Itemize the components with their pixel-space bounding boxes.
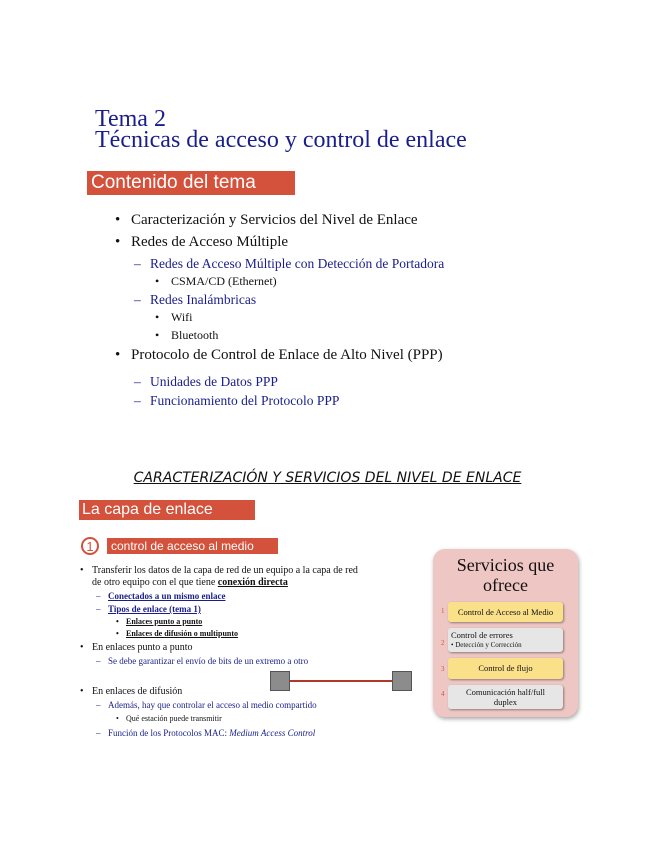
service-box-flujo: Control de flujo <box>448 658 563 679</box>
number-circle-icon: 1 <box>81 537 99 555</box>
service-number: 3 <box>441 665 445 673</box>
section-heading: CARACTERIZACIÓN Y SERVICIOS DEL NIVEL DE ENLACE <box>133 470 522 486</box>
service-number: 4 <box>441 690 445 698</box>
sub-sub-bullet: • Enlaces de difusión o multipunto <box>116 629 239 638</box>
sub-bullet: – Se debe garantizar el envío de bits de un extremo a otro <box>96 656 309 666</box>
slide-title-line1: Tema 2 <box>95 106 166 132</box>
sub-bullet: – Tipos de enlace (tema 1) <box>96 604 201 614</box>
list-item: – Redes Inalámbricas <box>134 292 257 307</box>
station-node <box>392 671 412 691</box>
capa-enlace-header: La capa de enlace <box>79 500 255 520</box>
list-item: • Wifi <box>155 310 193 324</box>
list-item: • CSMA/CD (Ethernet) <box>155 274 277 288</box>
service-box-errores: Control de errores • Detección y Corrección <box>448 628 563 652</box>
contenido-header: Contenido del tema <box>87 171 295 195</box>
sub-bullet: – Función de los Protocolos MAC: Medium Access Control <box>96 728 316 738</box>
slide-title-line2: Técnicas de acceso y control de enlace <box>95 127 467 153</box>
list-item: • Bluetooth <box>155 328 219 342</box>
service-number: 2 <box>441 639 445 647</box>
sub-bullet: – Conectados a un mismo enlace <box>96 591 226 601</box>
service-box-duplex: Comunicación half/full duplex <box>448 685 563 709</box>
bullet-text: de otro equipo con el que tiene conexión directa <box>92 577 288 588</box>
list-item: • Caracterización y Servicios del Nivel de Enlace <box>115 212 418 228</box>
bullet-text: • En enlaces de difusión <box>80 686 183 697</box>
list-item: • Redes de Acceso Múltiple <box>115 234 289 250</box>
station-node <box>270 671 290 691</box>
sub-sub-bullet: • Qué estación puede transmitir <box>116 714 222 723</box>
bullet-text: • Transferir los datos de la capa de red de un equipo a la capa de red <box>80 565 358 576</box>
sub-sub-bullet: • Enlaces punto a punto <box>116 617 203 626</box>
list-item: – Unidades de Datos PPP <box>134 374 278 389</box>
sub-bullet: – Además, hay que controlar el acceso al medio compartido <box>96 700 317 710</box>
list-item: – Funcionamiento del Protocolo PPP <box>134 393 340 408</box>
list-item: • Protocolo de Control de Enlace de Alto Nivel (PPP) <box>115 347 443 363</box>
service-box-mac: Control de Acceso al Medio <box>448 602 563 622</box>
service-number: 1 <box>441 607 445 615</box>
control-acceso-header: control de acceso al medio <box>107 538 278 554</box>
bullet-text: • En enlaces punto a punto <box>80 642 193 653</box>
list-item: – Redes de Acceso Múltiple con Detección de Portadora <box>134 256 445 271</box>
servicios-title: Servicios que ofrece <box>456 555 555 595</box>
link-line <box>290 680 392 682</box>
